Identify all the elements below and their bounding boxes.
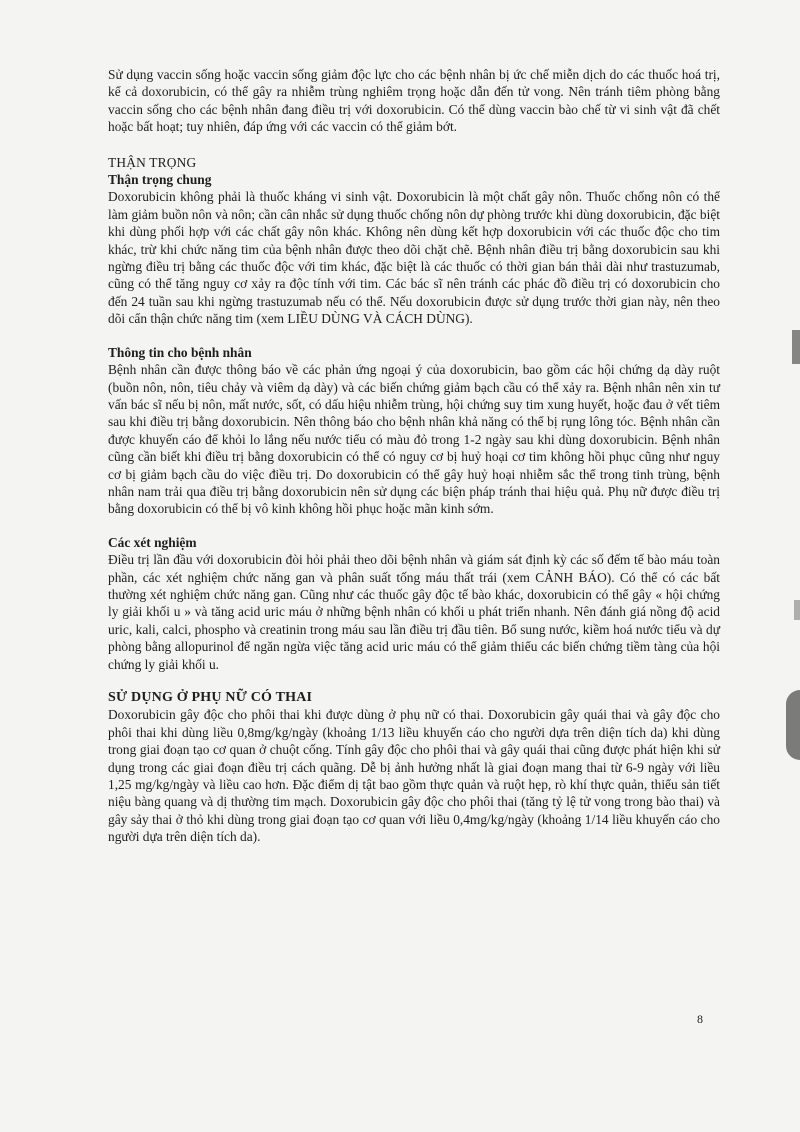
document-page — [108, 66, 720, 846]
lab-tests-text: Điều trị lần đầu với doxorubicin đòi hỏi phải theo dõi bệnh nhân và giám sát định kỳ các số đếm tế bào máu toàn phần, các xét nghiệm chức năng gan và phân suất tống máu thất trái (xem CẢNH BÁO). Có thể có các bất thường xét nghiệm chức năng gan. Cũng như các thuốc gây độc tế bào khác, doxorubicin có thể gây « hội chứng ly giải khối u » và tăng acid uric máu ở những bệnh nhân có khối u phát triển nhanh. Nên đánh giá nồng độ acid uric, kali, calci, phospho và creatinin trong máu sau lần điều trị đầu tiên. Bổ sung nước, kiềm hoá nước tiểu và dự phòng bằng allopurinol để ngăn ngừa việc tăng acid uric máu có thể giảm thiểu các biến chứng tiềm tàng của hội chứng ly giải khối u. — [108, 552, 720, 672]
page-number: 8 — [697, 1012, 703, 1026]
scan-edge-mark — [794, 600, 800, 620]
pregnancy-section-title: SỬ DỤNG Ở PHỤ NỮ CÓ THAI — [108, 690, 313, 705]
lab-tests-heading: Các xét nghiệm — [108, 534, 197, 550]
patient-info-text: Bệnh nhân cần được thông báo về các phản ứng ngoại ý của doxorubicin, bao gồm các hội chứng dạ dày ruột (buồn nôn, nôn, tiêu chảy và viêm dạ dày) và các biến chứng giảm bạch cầu có thể xảy ra. Bệnh nhân nên xin tư vấn bác sĩ nếu bị nôn, mất nước, sốt, có dấu hiệu nhiễm trùng, hội chứng suy tim xung huyết, hoặc đau ở vết tiêm sau khi điều trị bằng doxorubicin. Nên thông báo cho bệnh nhân khả năng có thể bị rụng lông tóc. Bệnh nhân cần được khuyến cáo để khỏi lo lắng nếu nước tiểu có màu đỏ trong 1-2 ngày sau khi dùng doxorubicin. Bệnh nhân cũng cần biết khi điều trị bằng doxorubicin có thể có nguy cơ bị huỷ hoại cơ tim không hồi phục cũng như nguy cơ bị giảm bạch cầu do việc điều trị. Do doxorubicin có thể gây huỷ hoại nhiễm sắc thể trong tinh trùng, bệnh nhân nam trải qua điều trị bằng doxorubicin nên sử dụng các biện pháp tránh thai hiệu quả. Phụ nữ được điều trị bằng doxorubicin có thể bị vô kinh không hồi phục hoặc mãn kinh sớm. — [108, 362, 720, 517]
general-precautions-text: Doxorubicin không phải là thuốc kháng vi sinh vật. Doxorubicin là một chất gây nôn. Thuốc chống nôn có thể làm giảm buồn nôn và nôn; cần cân nhắc sử dụng thuốc chống nôn dự phòng trước khi dùng doxorubicin, đặc biệt khi dùng phối hợp với các chất gây nôn khác. Không nên dùng kết hợp doxorubicin với các thuốc độc cho tim khác, trừ khi chức năng tim của bệnh nhân được theo dõi chặt chẽ. Bệnh nhân điều trị bằng doxorubicin sau khi ngừng điều trị bằng các thuốc độc với tim khác, đặc biệt là các thuốc có thời gian bán thải dài như trastuzumab, cũng có thể tăng nguy cơ xảy ra độc tính với tim. Các bác sĩ nên tránh các phác đồ điều trị có doxorubicin cho đến 24 tuần sau khi ngừng trastuzumab nếu có thể. Nếu doxorubicin được sử dụng trước thời gian này, nên theo dõi cẩn thận chức năng tim (xem LIỀU DÙNG VÀ CÁCH DÙNG). — [108, 189, 720, 327]
intro-paragraph: Sử dụng vaccin sống hoặc vaccin sống giảm độc lực cho các bệnh nhân bị ức chế miễn dịch do các thuốc hoá trị, kể cả doxorubicin, có thể gây ra nhiễm trùng nghiêm trọng hoặc dẫn đến tử vong. Nên tránh tiêm phòng bằng vaccin sống cho các bệnh nhân đang điều trị với doxorubicin. Có thể dùng vaccin bào chế từ vi sinh vật đã chết hoặc bất hoạt; tuy nhiên, đáp ứng với các vaccin có thể giảm bớt. — [108, 67, 720, 135]
patient-info-heading: Thông tin cho bệnh nhân — [108, 344, 252, 360]
scan-edge-mark — [786, 690, 800, 760]
general-precautions-heading: Thận trọng chung — [108, 172, 212, 188]
precautions-title: THẬN TRỌNG — [108, 154, 197, 170]
pregnancy-section-text: Doxorubicin gây độc cho phôi thai khi được dùng ở phụ nữ có thai. Doxorubicin gây quái thai và gây độc cho phôi thai khi dùng liều 0,8mg/kg/ngày (khoảng 1/13 liều khuyến cáo cho người dựa trên diện tích da) khi dùng trong giai đoạn tạo cơ quan ở chuột cống. Tính gây độc cho phôi thai và gây quái thai cũng được phát hiện khi sử dụng trong các giai đoạn điều trị cách quãng. Dễ bị ảnh hưởng nhất là giai đoạn mang thai từ 6-9 ngày với liều 1,25 mg/kg/ngày và liều cao hơn. Đặc điểm dị tật bao gồm thực quản và ruột hẹp, rò khí thực quản, thiểu sản tiết niệu bàng quang và dị thường tim mạch. Doxorubicin gây độc cho phôi thai (tăng tỷ lệ tử vong trong bào thai) và gây sảy thai ở thỏ khi dùng trong giai đoạn tạo cơ quan với liều 0,4mg/kg/ngày (khoảng 1/14 liều khuyến cáo cho người dựa trên diện tích da). — [108, 707, 720, 845]
scan-edge-mark — [792, 330, 800, 364]
